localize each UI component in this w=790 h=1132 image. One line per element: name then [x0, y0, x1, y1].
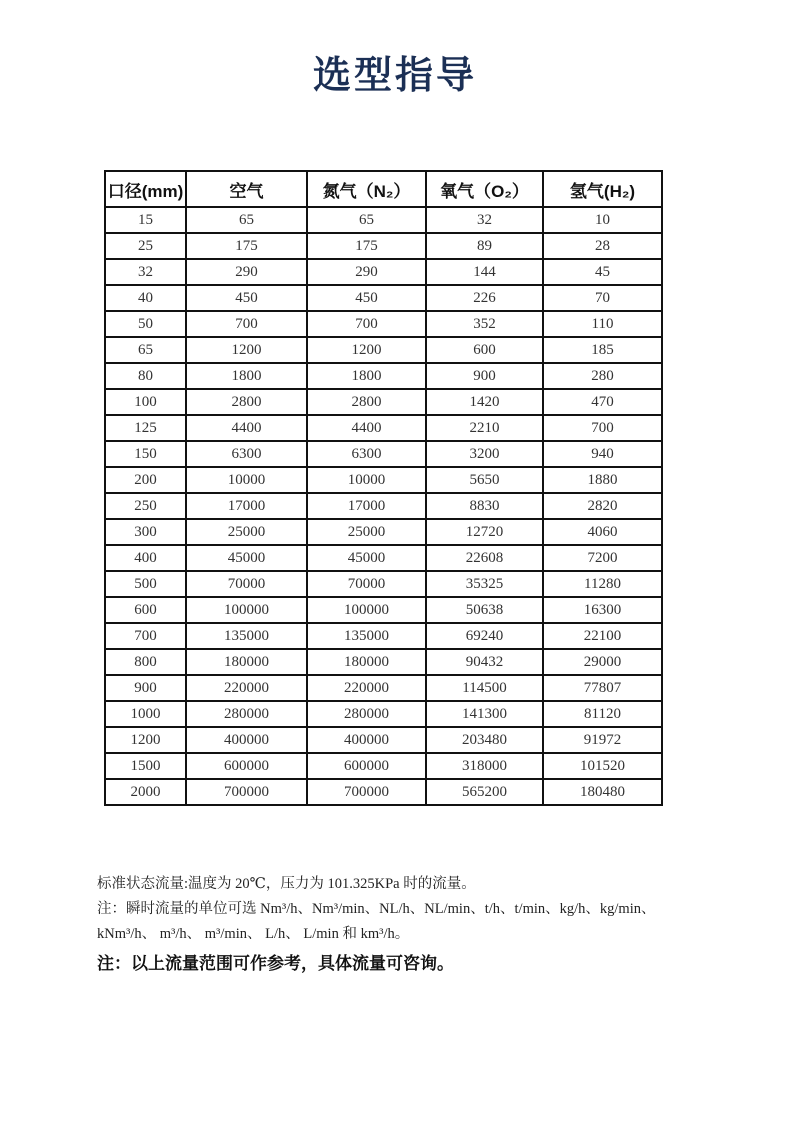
table-row: [105, 389, 662, 415]
table-cell: 700: [105, 623, 186, 649]
table-row: [105, 233, 662, 259]
table-cell: 185: [543, 337, 662, 363]
table-cell: 3200: [426, 441, 543, 467]
table-row: [105, 259, 662, 285]
table-cell: 175: [307, 233, 426, 259]
note-units-line1: 注：瞬时流量的单位可选 Nm³/h、Nm³/min、NL/h、NL/min、t/h、t/min、kg/h、kg/min、: [97, 901, 656, 917]
table-cell: 150: [105, 441, 186, 467]
note-standard-state: 标准状态流量:温度为 20℃，压力为 101.325KPa 时的流量。: [97, 876, 476, 892]
table-cell: 600000: [186, 753, 307, 779]
table-cell: 1800: [186, 363, 307, 389]
table-cell: 65: [105, 337, 186, 363]
table-cell: 25: [105, 233, 186, 259]
table-row: [105, 571, 662, 597]
table-row: [105, 363, 662, 389]
table-cell: 940: [543, 441, 662, 467]
table-cell: 600: [105, 597, 186, 623]
table-row: [105, 415, 662, 441]
table-row: [105, 649, 662, 675]
table-cell: 101520: [543, 753, 662, 779]
table-cell: 40: [105, 285, 186, 311]
table-cell: 65: [307, 207, 426, 233]
table-cell: 2800: [186, 389, 307, 415]
table-cell: 1000: [105, 701, 186, 727]
table-cell: 45000: [186, 545, 307, 571]
table-header: [105, 171, 662, 207]
table-row: [105, 493, 662, 519]
table-cell: 80: [105, 363, 186, 389]
column-header-diameter: 口径(mm): [105, 171, 186, 207]
table-cell: 700000: [307, 779, 426, 805]
table-row: [105, 467, 662, 493]
table-cell: 10000: [186, 467, 307, 493]
table-cell: 470: [543, 389, 662, 415]
table-cell: 100000: [186, 597, 307, 623]
table-cell: 290: [186, 259, 307, 285]
table-cell: 1420: [426, 389, 543, 415]
table-row: [105, 519, 662, 545]
table-cell: 2000: [105, 779, 186, 805]
table-cell: 5650: [426, 467, 543, 493]
table-cell: 180000: [307, 649, 426, 675]
table-cell: 135000: [186, 623, 307, 649]
table-cell: 175: [186, 233, 307, 259]
table-cell: 6300: [186, 441, 307, 467]
table-cell: 22608: [426, 545, 543, 571]
table-cell: 8830: [426, 493, 543, 519]
table-row: [105, 753, 662, 779]
table-cell: 22100: [543, 623, 662, 649]
table-cell: 180480: [543, 779, 662, 805]
table-cell: 35325: [426, 571, 543, 597]
table-cell: 10: [543, 207, 662, 233]
table-row: [105, 701, 662, 727]
table-cell: 1880: [543, 467, 662, 493]
table-row: [105, 207, 662, 233]
table-cell: 226: [426, 285, 543, 311]
table-cell: 280000: [186, 701, 307, 727]
table-cell: 1200: [307, 337, 426, 363]
table-cell: 90432: [426, 649, 543, 675]
table-cell: 135000: [307, 623, 426, 649]
table-cell: 400000: [307, 727, 426, 753]
table-cell: 352: [426, 311, 543, 337]
table-cell: 600: [426, 337, 543, 363]
table-row: [105, 597, 662, 623]
table-cell: 45000: [307, 545, 426, 571]
table-cell: 220000: [307, 675, 426, 701]
table-row: [105, 675, 662, 701]
table-cell: 17000: [307, 493, 426, 519]
table-cell: 17000: [186, 493, 307, 519]
table-cell: 114500: [426, 675, 543, 701]
table-cell: 1200: [105, 727, 186, 753]
table-cell: 280: [543, 363, 662, 389]
table-cell: 6300: [307, 441, 426, 467]
table-cell: 70000: [186, 571, 307, 597]
table-header-row: [105, 171, 662, 207]
table-cell: 89: [426, 233, 543, 259]
table-cell: 25000: [186, 519, 307, 545]
table-row: [105, 285, 662, 311]
table-cell: 600000: [307, 753, 426, 779]
table-cell: 280000: [307, 701, 426, 727]
table-cell: 50: [105, 311, 186, 337]
table-cell: 110: [543, 311, 662, 337]
table-cell: 91972: [543, 727, 662, 753]
table-cell: 203480: [426, 727, 543, 753]
table-row: [105, 441, 662, 467]
table-cell: 565200: [426, 779, 543, 805]
table-cell: 4400: [307, 415, 426, 441]
table-cell: 70000: [307, 571, 426, 597]
table-cell: 81120: [543, 701, 662, 727]
table-cell: 11280: [543, 571, 662, 597]
table-cell: 900: [105, 675, 186, 701]
table-cell: 1200: [186, 337, 307, 363]
table-cell: 28: [543, 233, 662, 259]
table-cell: 180000: [186, 649, 307, 675]
table-cell: 290: [307, 259, 426, 285]
table-cell: 450: [186, 285, 307, 311]
table-cell: 700: [307, 311, 426, 337]
table-cell: 65: [186, 207, 307, 233]
table-cell: 200: [105, 467, 186, 493]
table-cell: 2800: [307, 389, 426, 415]
table-cell: 700: [186, 311, 307, 337]
table-cell: 32: [105, 259, 186, 285]
table-cell: 10000: [307, 467, 426, 493]
table-row: [105, 727, 662, 753]
column-header-nitrogen: 氮气（N₂）: [307, 171, 426, 207]
table-cell: 141300: [426, 701, 543, 727]
table-cell: 500: [105, 571, 186, 597]
footnotes: [97, 872, 717, 976]
table-cell: 12720: [426, 519, 543, 545]
table-cell: 15: [105, 207, 186, 233]
table-cell: 1800: [307, 363, 426, 389]
table-cell: 100000: [307, 597, 426, 623]
table-cell: 900: [426, 363, 543, 389]
table-cell: 300: [105, 519, 186, 545]
table-cell: 25000: [307, 519, 426, 545]
note-units-line2: kNm³/h、 m³/h、 m³/min、 L/h、 L/min 和 km³/h。: [97, 926, 410, 942]
table-cell: 100: [105, 389, 186, 415]
table-cell: 400: [105, 545, 186, 571]
table-cell: 4060: [543, 519, 662, 545]
table-cell: 7200: [543, 545, 662, 571]
table-cell: 70: [543, 285, 662, 311]
table-cell: 1500: [105, 753, 186, 779]
table-row: [105, 311, 662, 337]
column-header-hydrogen: 氢气(H₂): [543, 171, 662, 207]
table-cell: 125: [105, 415, 186, 441]
table-cell: 700000: [186, 779, 307, 805]
table-cell: 318000: [426, 753, 543, 779]
table-cell: 45: [543, 259, 662, 285]
page-title: 选型指导: [312, 55, 477, 97]
table-row: [105, 337, 662, 363]
column-header-oxygen: 氧气（O₂）: [426, 171, 543, 207]
table-cell: 50638: [426, 597, 543, 623]
table-cell: 800: [105, 649, 186, 675]
table-cell: 77807: [543, 675, 662, 701]
table-cell: 250: [105, 493, 186, 519]
table-cell: 2820: [543, 493, 662, 519]
flow-rate-table: [104, 170, 663, 806]
column-header-air: 空气: [186, 171, 307, 207]
table-cell: 4400: [186, 415, 307, 441]
table-cell: 29000: [543, 649, 662, 675]
table-body: [105, 207, 662, 805]
table-row: [105, 623, 662, 649]
table-cell: 32: [426, 207, 543, 233]
table-row: [105, 779, 662, 805]
table-cell: 400000: [186, 727, 307, 753]
table-cell: 220000: [186, 675, 307, 701]
table-cell: 144: [426, 259, 543, 285]
table-cell: 450: [307, 285, 426, 311]
table-cell: 16300: [543, 597, 662, 623]
table-cell: 700: [543, 415, 662, 441]
table-row: [105, 545, 662, 571]
table-cell: 69240: [426, 623, 543, 649]
table-cell: 2210: [426, 415, 543, 441]
note-disclaimer: 注：以上流量范围可作参考，具体流量可咨询。: [97, 954, 454, 973]
